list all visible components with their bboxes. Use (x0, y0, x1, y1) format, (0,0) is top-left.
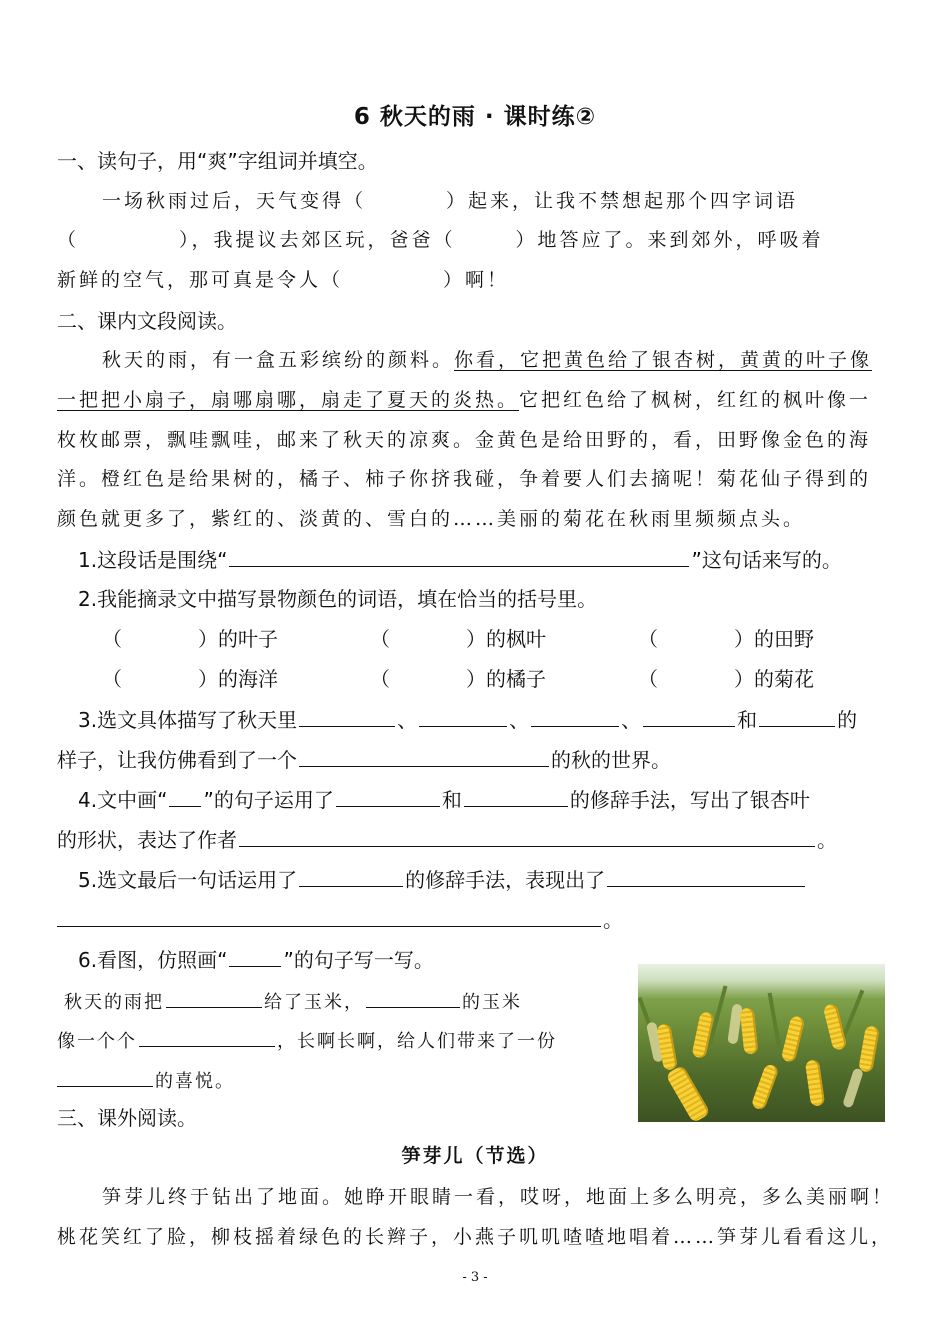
fill-row-1 (102, 624, 862, 654)
page-title: 6 秋天的雨 · 课时练② (353, 104, 597, 130)
answer-blank[interactable] (229, 544, 689, 567)
answer-blank[interactable] (139, 1024, 275, 1047)
text-segment: ）的海洋 (198, 667, 278, 691)
text-segment: ”这句话来写的。 (691, 548, 842, 572)
text-segment: 给了玉米， (264, 992, 364, 1013)
corn-cob (781, 1015, 806, 1063)
answer-blank[interactable] (366, 985, 460, 1008)
text-segment: ）啊！ (443, 269, 510, 291)
fill-item (370, 624, 638, 654)
text-segment: ”的句子写一写。 (283, 948, 434, 972)
text-segment: ）的枫叶 (466, 627, 546, 651)
question-1 (78, 544, 898, 575)
text-segment: 5.选文最后一句话运用了 (78, 868, 298, 892)
text-segment: 的喜悦。 (155, 1071, 235, 1092)
underline-marker (229, 944, 281, 967)
text-segment: ）的菊花 (734, 667, 814, 691)
text-segment: 样子，让我仿佛看到了一个 (57, 748, 297, 772)
text-segment: 它把红色给了枫树，红红的枫叶像一 (519, 389, 872, 411)
passage-line1 (102, 345, 892, 375)
fill-item (638, 664, 862, 694)
answer-blank[interactable] (643, 704, 735, 727)
corn-cob (805, 1059, 825, 1107)
text-segment: 的形状，表达了作者 (57, 828, 237, 852)
corn-field-photo (638, 964, 885, 1122)
text-segment: ）的橘子 (466, 667, 546, 691)
text-segment: （ (638, 627, 658, 651)
reading-line1: 笋芽儿终于钻出了地面。她睁开眼睛一看，哎呀，地面上多么明亮，多么美丽啊！ (102, 1186, 895, 1208)
answer-blank[interactable] (759, 704, 835, 727)
question-5 (78, 864, 898, 895)
underline-marker (169, 784, 201, 807)
text-segment: 的秋的世界。 (551, 748, 671, 772)
text-segment: 6.看图，仿照画“ (78, 948, 228, 972)
passage-line4: 洋。橙红色是给果树的，橘子、柿子你挤我碰，争着要人们去摘呢！菊花仙子得到的 (57, 468, 872, 490)
question-6-line3 (57, 1064, 617, 1097)
text-segment: （ (638, 667, 658, 691)
answer-blank[interactable] (607, 864, 805, 887)
passage-line2 (57, 385, 897, 415)
fill-row-2 (102, 664, 862, 694)
text-segment: ）起来，让我不禁想起那个四字词语 (446, 190, 799, 212)
text-segment: 。 (817, 828, 837, 852)
answer-blank[interactable] (464, 784, 568, 807)
text-segment: 4.文中画“ (78, 788, 168, 812)
text-segment: （ (57, 229, 80, 251)
corn-cob (823, 1003, 848, 1051)
question-6-line1 (64, 985, 624, 1018)
text-segment: 1.这段话是围绕“ (78, 548, 228, 572)
answer-blank[interactable] (531, 704, 619, 727)
answer-blank[interactable] (419, 704, 507, 727)
fill-item (102, 664, 370, 694)
question-3-cont (57, 744, 897, 775)
passage-line5: 颜色就更多了，紫红的、淡黄的、雪白的……美丽的菊花在秋雨里频频点头。 (57, 508, 806, 530)
text-segment: 秋天的雨把 (64, 992, 164, 1013)
text-segment: ）的田野 (734, 627, 814, 651)
text-segment: 、 (621, 708, 642, 732)
fill-item (370, 664, 638, 694)
text-segment: （ (370, 627, 390, 651)
text-segment: 一场秋雨过后，天气变得（ (102, 190, 367, 212)
section1-line1 (102, 186, 892, 216)
page-number: - 3 - (462, 1270, 488, 1285)
answer-blank[interactable] (57, 904, 601, 927)
section3-heading: 三、课外阅读。 (57, 1106, 197, 1130)
question-4 (78, 784, 898, 815)
answer-blank[interactable] (239, 824, 815, 847)
answer-blank[interactable] (336, 784, 440, 807)
answer-blank[interactable] (166, 985, 262, 1008)
reading-line2: 桃花笑红了脸，柳枝摇着绿色的长辫子，小燕子叽叽喳喳地唱着……笋芽儿看看这儿， (57, 1226, 894, 1248)
text-segment: 3.选文具体描写了秋天里 (78, 708, 298, 732)
text-segment: 新鲜的空气，那可真是令人（ (57, 269, 344, 291)
section1-heading: 一、读句子，用“爽”字组词并填空。 (57, 149, 378, 173)
text-segment: ）地答应了。来到郊外，呼吸着 (515, 229, 824, 251)
corn-cob (656, 1023, 678, 1071)
leaf-shape (768, 993, 782, 1053)
text-segment: ），我提议去郊区玩，爸爸（ (179, 229, 456, 251)
text-segment: 、 (509, 708, 530, 732)
text-segment: 的修辞手法，表现出了 (405, 868, 606, 892)
underlined-sentence: 你看，它把黄色给了银杏树，黄黄的叶子像 (454, 349, 873, 371)
question-4-cont (57, 824, 897, 855)
text-segment: （ (102, 627, 122, 651)
text-segment: 和 (737, 708, 758, 732)
passage-line3: 枚枚邮票，飘哇飘哇，邮来了秋天的凉爽。金黄色是给田野的，看，田野像金色的海 (57, 429, 872, 451)
fill-item (102, 624, 370, 654)
text-segment: （ (370, 667, 390, 691)
text-segment: 的修辞手法，写出了银杏叶 (569, 788, 810, 812)
text-segment: 、 (397, 708, 418, 732)
text-segment: 。 (603, 908, 623, 932)
text-segment: 像一个个 (57, 1031, 137, 1052)
question-3 (78, 704, 898, 735)
text-segment: 的玉米 (462, 992, 522, 1013)
text-segment: 和 (441, 788, 462, 812)
corn-cob (858, 1025, 880, 1073)
section1-line2 (57, 225, 897, 255)
answer-blank[interactable] (57, 1064, 153, 1087)
answer-blank[interactable] (299, 704, 395, 727)
question-2: 2.我能摘录文中描写景物颜色的词语，填在恰当的括号里。 (78, 587, 598, 611)
text-segment: ”的句子运用了 (203, 788, 334, 812)
corn-cob (740, 1007, 759, 1054)
answer-blank[interactable] (299, 864, 403, 887)
fill-item (638, 624, 862, 654)
text-segment: （ (102, 667, 122, 691)
question-6-line2 (57, 1024, 617, 1057)
text-segment: ，长啊长啊，给人们带来了一份 (277, 1031, 557, 1052)
text-segment: 秋天的雨，有一盒五彩缤纷的颜料。 (102, 349, 455, 371)
answer-blank[interactable] (299, 744, 549, 767)
text-segment: ）的叶子 (198, 627, 278, 651)
underlined-sentence: 一把把小扇子，扇哪扇哪，扇走了夏天的炎热。 (57, 389, 520, 411)
section2-heading: 二、课内文段阅读。 (57, 309, 237, 333)
text-segment: 的 (837, 708, 858, 732)
reading-title: 笋芽儿（节选） (401, 1145, 549, 1167)
question-5-cont (57, 904, 897, 935)
section1-line3 (57, 265, 897, 295)
